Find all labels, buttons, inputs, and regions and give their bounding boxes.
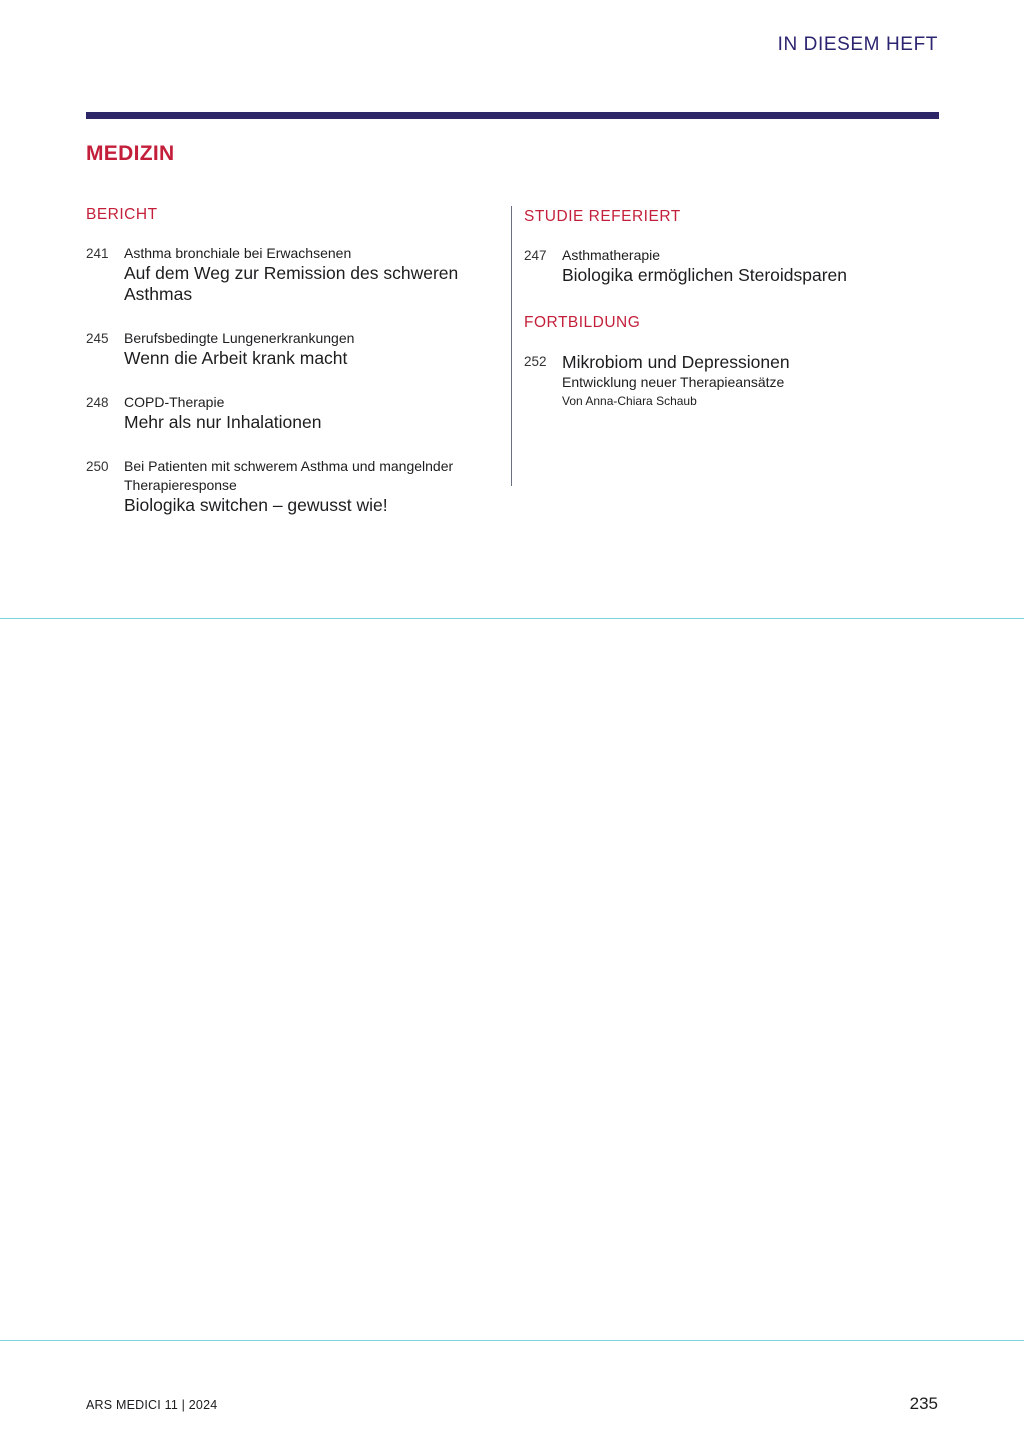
toc-entry[interactable] (524, 352, 904, 410)
toc-kicker: COPD-Therapie (124, 394, 225, 410)
toc-headline: Biologika ermöglichen Steroidsparen (562, 265, 848, 285)
toc-entry[interactable] (86, 393, 496, 433)
footer-page-number: 235 (909, 1394, 938, 1413)
toc-headline: Wenn die Arbeit krank macht (124, 348, 348, 368)
right-column (524, 208, 904, 434)
toc-headline: Mehr als nur Inhalationen (124, 412, 322, 432)
toc-subtitle: Entwicklung neuer Therapieansätze (562, 374, 785, 390)
toc-page-number: 250 (86, 459, 109, 474)
toc-entry[interactable] (86, 457, 496, 516)
toc-page-number: 248 (86, 395, 109, 410)
toc-kicker: Bei Patienten mit schwerem Asthma und mangelnder Therapieresponse (124, 458, 454, 493)
toc-kicker: Berufsbedingte Lungenerkrankungen (124, 330, 355, 346)
category-studie-referiert: STUDIE REFERIERT (524, 208, 681, 225)
category-fortbildung: FORTBILDUNG (524, 314, 641, 331)
header-rule (86, 112, 939, 119)
toc-kicker: Asthma bronchiale bei Erwachsenen (124, 245, 352, 261)
content-separator-rule (0, 618, 1024, 619)
toc-headline: Auf dem Weg zur Remission des schweren Asthmas (124, 263, 459, 304)
section-title: MEDIZIN (86, 142, 175, 165)
toc-page-number: 252 (524, 354, 547, 369)
toc-headline: Mikrobiom und Depressionen (562, 352, 790, 372)
footer-publication: ARS MEDICI 11 | 2024 (86, 1398, 218, 1412)
column-divider (511, 206, 512, 486)
category-bericht: BERICHT (86, 206, 158, 223)
left-column (86, 206, 496, 540)
toc-page-number: 245 (86, 331, 109, 346)
toc-author: Von Anna-Chiara Schaub (562, 394, 697, 408)
toc-kicker: Asthmatherapie (562, 247, 661, 263)
page-header-title: IN DIESEM HEFT (777, 34, 938, 55)
toc-headline: Biologika switchen – gewusst wie! (124, 495, 388, 515)
toc-page-number: 247 (524, 248, 547, 263)
toc-entry[interactable] (524, 246, 904, 286)
toc-entry[interactable] (86, 329, 496, 369)
toc-page-number: 241 (86, 246, 109, 261)
toc-entry[interactable] (86, 244, 496, 305)
footer-separator-rule (0, 1340, 1024, 1341)
